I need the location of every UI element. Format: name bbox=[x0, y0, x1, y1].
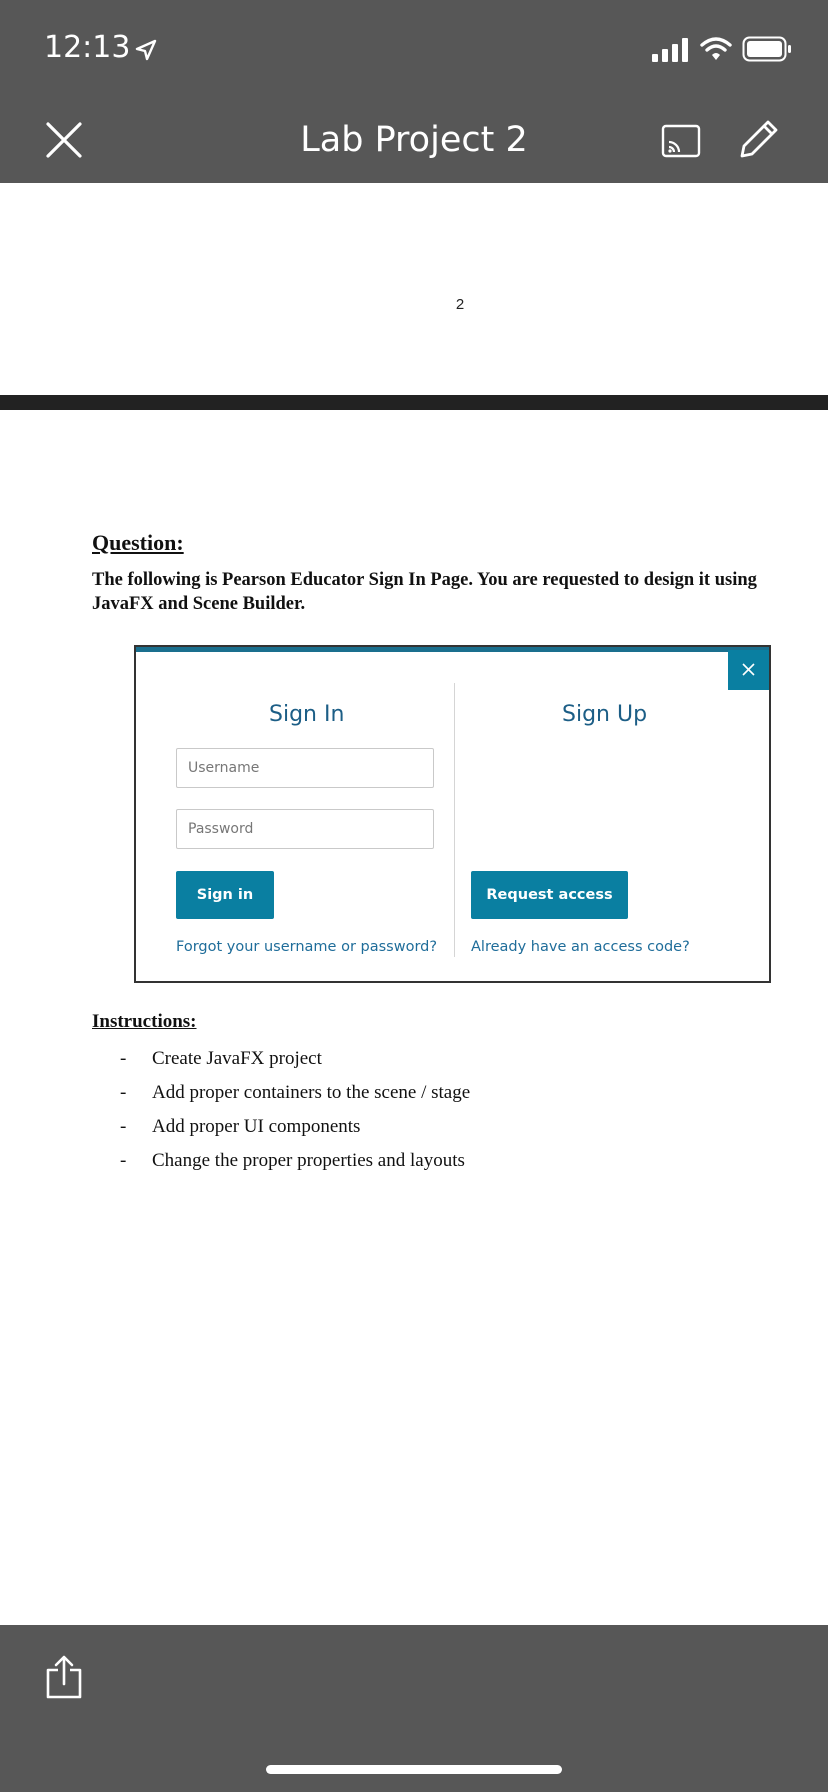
sign-up-heading: Sign Up bbox=[562, 702, 648, 727]
pencil-icon[interactable] bbox=[738, 118, 780, 160]
battery-icon bbox=[742, 36, 792, 62]
home-indicator[interactable] bbox=[266, 1765, 562, 1774]
dialog-close-button bbox=[728, 650, 769, 690]
sign-in-heading: Sign In bbox=[269, 702, 345, 727]
cellular-signal-icon bbox=[652, 38, 690, 62]
dialog-top-border bbox=[136, 647, 769, 652]
cast-icon[interactable] bbox=[661, 124, 701, 158]
sign-in-dialog-image bbox=[134, 645, 771, 983]
list-item: - Create JavaFX project bbox=[120, 1048, 322, 1069]
sign-in-button: Sign in bbox=[176, 871, 274, 919]
instructions-list bbox=[120, 1042, 470, 1178]
request-access-button: Request access bbox=[471, 871, 628, 919]
wifi-icon bbox=[700, 36, 732, 62]
close-icon bbox=[728, 650, 769, 690]
list-item: - Add proper containers to the scene / stage bbox=[120, 1082, 471, 1103]
dialog-divider bbox=[454, 683, 455, 957]
question-heading: Question: bbox=[92, 530, 184, 555]
forgot-credentials-link: Forgot your username or password? bbox=[176, 939, 438, 955]
instructions-heading: Instructions: bbox=[92, 1011, 197, 1032]
status-time: 12:13 bbox=[44, 30, 131, 65]
question-text: The following is Pearson Educator Sign In Page. You are requested to design it using JavaFX and Scene Builder. bbox=[92, 570, 757, 614]
location-arrow-icon bbox=[134, 38, 158, 62]
password-field: Password bbox=[176, 809, 434, 849]
share-icon[interactable] bbox=[44, 1654, 84, 1700]
list-item: - Change the proper properties and layouts bbox=[120, 1150, 465, 1171]
page-title: Lab Project 2 bbox=[300, 120, 528, 160]
page-number: 2 bbox=[455, 296, 465, 313]
access-code-link: Already have an access code? bbox=[471, 939, 690, 955]
username-field: Username bbox=[176, 748, 434, 788]
list-item: - Add proper UI components bbox=[120, 1116, 361, 1137]
page-separator bbox=[0, 395, 828, 410]
